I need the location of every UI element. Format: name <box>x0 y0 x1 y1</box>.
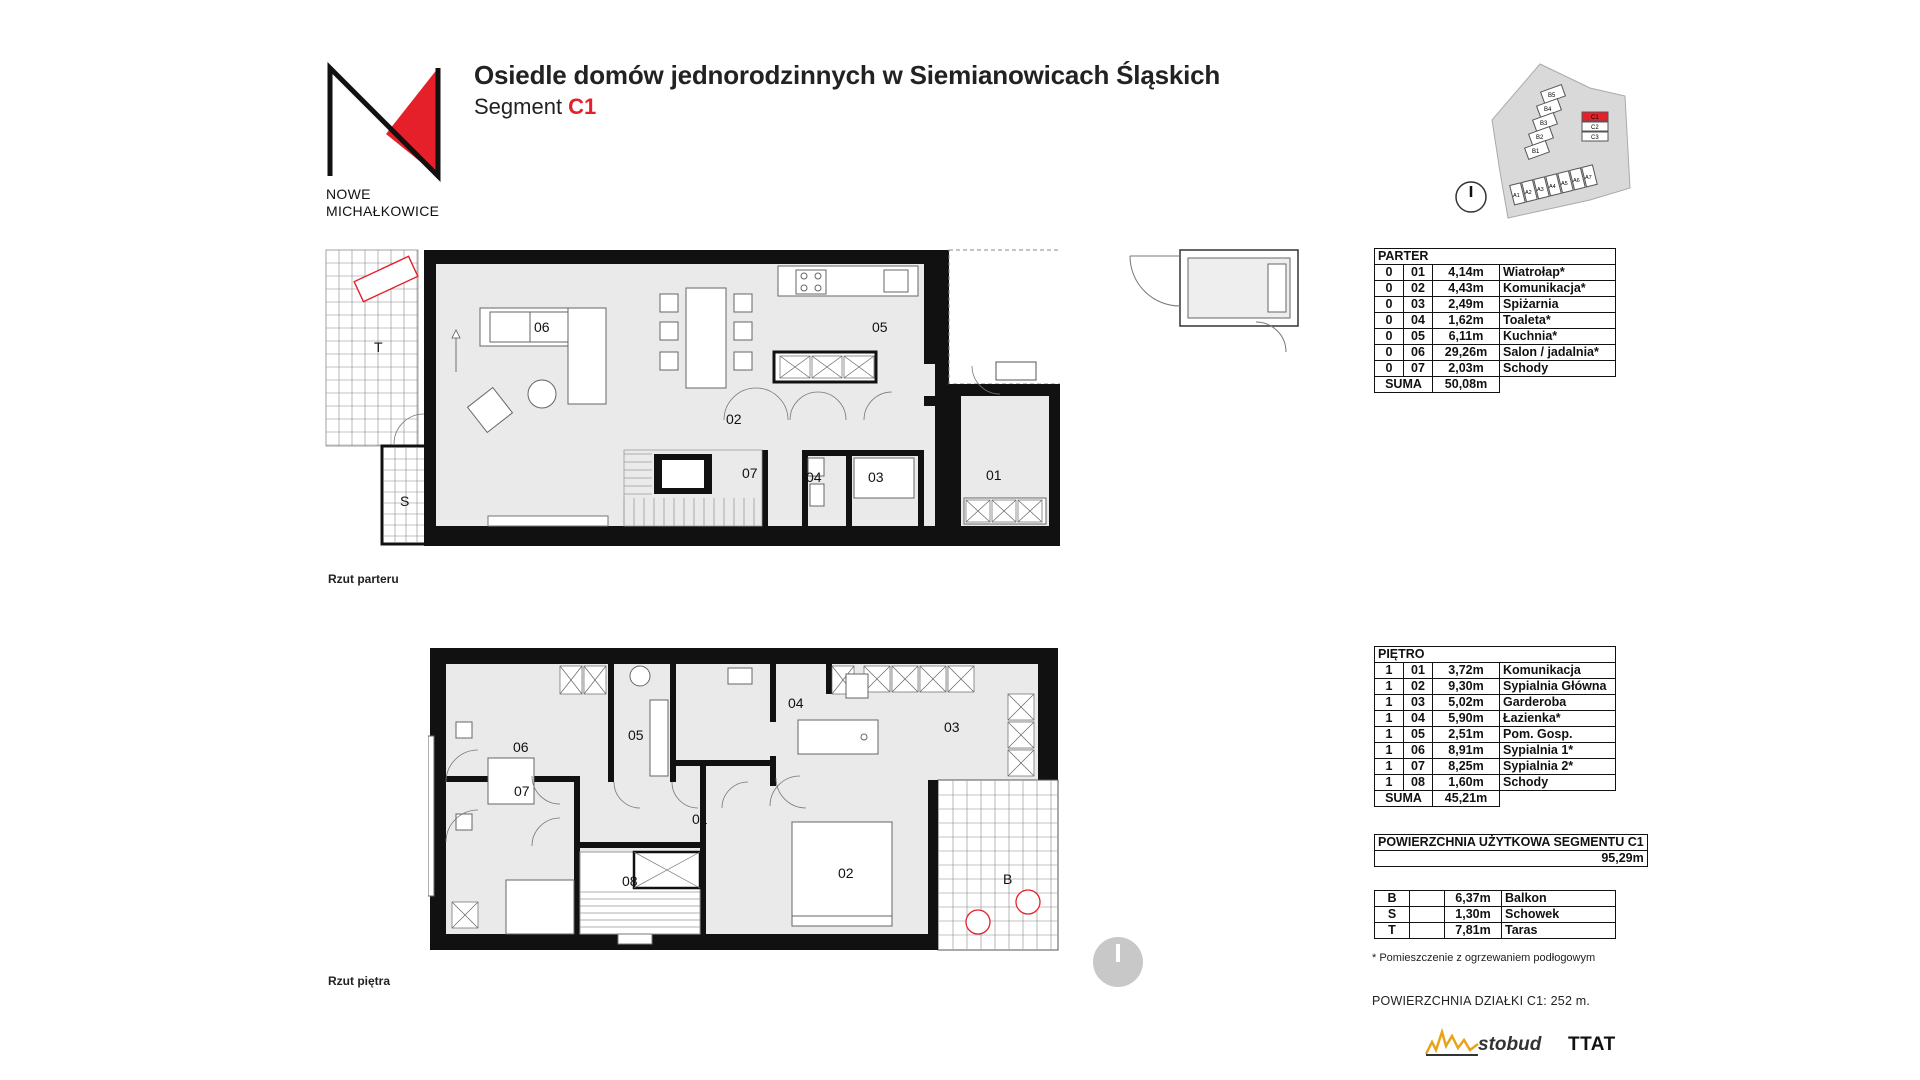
upper-sum-label: SUMA <box>1375 791 1433 807</box>
pantry-shelf <box>854 458 914 498</box>
site-map-label: B3 <box>1540 121 1548 127</box>
upper-room-label-06: 06 <box>513 739 529 755</box>
extras-area-cell: 1,30m <box>1445 907 1502 923</box>
ground-floor-cell: 0 <box>1375 361 1404 377</box>
table-row <box>1375 663 1616 679</box>
upper-sum-value: 45,21m <box>1433 791 1500 807</box>
upper-room-number-cell: 02 <box>1404 679 1433 695</box>
ground-sum-value: 50,08m <box>1433 377 1500 393</box>
north-arrow <box>1092 936 1144 988</box>
balcony-label: B <box>1003 871 1013 887</box>
room-label-02: 02 <box>726 411 742 427</box>
table-row <box>1375 775 1616 791</box>
extras-area-cell: 7,81m <box>1445 923 1502 939</box>
upper-toilet <box>846 674 868 698</box>
ground-area-cell: 6,11m <box>1433 329 1500 345</box>
usable-area-value: 95,29m <box>1541 851 1647 867</box>
site-map-label: A1 <box>1513 193 1520 199</box>
kitchen-counter <box>778 266 918 296</box>
upper-floor-cell: 1 <box>1375 695 1404 711</box>
site-map-label: C1 <box>1591 115 1599 121</box>
doormat <box>996 362 1036 380</box>
extras-code-cell: B <box>1375 891 1410 907</box>
upper-room-number-cell: 04 <box>1404 711 1433 727</box>
site-map-label: C2 <box>1591 125 1599 131</box>
north-arrow-small <box>1454 180 1488 214</box>
upper-sum-empty <box>1500 791 1616 807</box>
upper-floor-cell: 1 <box>1375 663 1404 679</box>
ground-floor-cell: 0 <box>1375 329 1404 345</box>
ground-area-cell: 1,62m <box>1433 313 1500 329</box>
ground-room-name-cell: Wiatrołap* <box>1500 265 1616 281</box>
table-row <box>1375 891 1616 907</box>
ground-room-name-cell: Spiżarnia <box>1500 297 1616 313</box>
upper-area-cell: 5,02m <box>1433 695 1500 711</box>
table-row <box>1375 711 1616 727</box>
footnote: * Pomieszczenie z ogrzewaniem podłogowym <box>1372 952 1596 964</box>
table-row <box>1375 679 1616 695</box>
ground-room-name-cell: Komunikacja* <box>1500 281 1616 297</box>
upper-room-label-03: 03 <box>944 719 960 735</box>
site-map-label: A6 <box>1573 178 1580 184</box>
toilet-fixture <box>810 484 824 506</box>
utility-shelf <box>650 700 668 776</box>
ground-room-name-cell: Salon / jadalnia* <box>1500 345 1616 361</box>
upper-area-cell: 8,91m <box>1433 743 1500 759</box>
ground-floor-plan <box>324 248 1060 553</box>
site-map-label: B4 <box>1544 107 1552 113</box>
table-row <box>1375 265 1616 281</box>
table-row <box>1375 695 1616 711</box>
upper-header: PIĘTRO <box>1375 647 1616 663</box>
upper-room-name-cell: Garderoba <box>1500 695 1616 711</box>
extras-name-cell: Balkon <box>1502 891 1616 907</box>
extras-table <box>1374 890 1616 939</box>
table-row <box>1375 759 1616 775</box>
terrace-label: T <box>374 339 383 355</box>
extras-code-cell: S <box>1375 907 1410 923</box>
extras-empty-cell <box>1410 923 1445 939</box>
plot-area: POWIERZCHNIA DZIAŁKI C1: 252 m. <box>1372 994 1591 1008</box>
ground-floor-cell: 0 <box>1375 297 1404 313</box>
upper-floor-caption: Rzut piętra <box>328 974 391 988</box>
ground-floor-caption: Rzut parteru <box>328 572 399 586</box>
bed-07 <box>506 880 574 934</box>
upper-room-label-08: 08 <box>622 873 638 889</box>
upper-floor-table <box>1374 646 1616 807</box>
site-map-label: A5 <box>1561 181 1568 187</box>
upper-room-number-cell: 05 <box>1404 727 1433 743</box>
page-subtitle <box>474 94 596 120</box>
ground-room-name-cell: Kuchnia* <box>1500 329 1616 345</box>
storage-label: S <box>400 493 410 509</box>
ground-room-number-cell: 02 <box>1404 281 1433 297</box>
ground-sum-row <box>1375 377 1616 393</box>
upper-sum-row <box>1375 791 1616 807</box>
table-row <box>1375 297 1616 313</box>
ground-floor-cell: 0 <box>1375 345 1404 361</box>
upper-floor-cell: 1 <box>1375 727 1404 743</box>
ground-floor-cell: 0 <box>1375 313 1404 329</box>
upper-room-label-02: 02 <box>838 865 854 881</box>
upper-area-cell: 1,60m <box>1433 775 1500 791</box>
upper-room-name-cell: Schody <box>1500 775 1616 791</box>
site-map-label: B1 <box>1532 149 1540 155</box>
table-row <box>1375 361 1616 377</box>
subtitle-prefix: Segment <box>474 94 569 119</box>
ground-header-row <box>1375 249 1616 265</box>
balcony-chair-2 <box>1016 890 1040 914</box>
extras-empty-cell <box>1410 907 1445 923</box>
upper-room-label-05: 05 <box>628 727 644 743</box>
ground-room-number-cell: 05 <box>1404 329 1433 345</box>
upper-area-cell: 2,51m <box>1433 727 1500 743</box>
ground-room-name-cell: Toaleta* <box>1500 313 1616 329</box>
extras-empty-cell <box>1410 891 1445 907</box>
stobud-logo-graphic <box>1424 1026 1480 1058</box>
upper-floor-cell: 1 <box>1375 743 1404 759</box>
ground-area-cell: 2,03m <box>1433 361 1500 377</box>
upper-room-name-cell: Sypialnia 1* <box>1500 743 1616 759</box>
upper-floor-cell: 1 <box>1375 759 1404 775</box>
upper-area-cell: 5,90m <box>1433 711 1500 727</box>
site-map-label: A2 <box>1525 190 1532 196</box>
table-row <box>1375 281 1616 297</box>
upper-room-name-cell: Sypialnia 2* <box>1500 759 1616 775</box>
table-row <box>1375 329 1616 345</box>
ground-floor-cell: 0 <box>1375 281 1404 297</box>
long-bench <box>488 516 608 526</box>
ground-sum-empty <box>1500 377 1616 393</box>
ground-room-number-cell: 01 <box>1404 265 1433 281</box>
room-label-03: 03 <box>868 469 884 485</box>
upper-area-cell: 3,72m <box>1433 663 1500 679</box>
balcony-chair-1 <box>966 910 990 934</box>
upper-area-cell: 8,25m <box>1433 759 1500 775</box>
dining-table <box>686 288 726 388</box>
upper-room-number-cell: 06 <box>1404 743 1433 759</box>
room-label-05: 05 <box>872 319 888 335</box>
ttat-logo: TTAT <box>1568 1034 1616 1055</box>
ground-room-name-cell: Schody <box>1500 361 1616 377</box>
upper-room-name-cell: Sypialnia Główna <box>1500 679 1616 695</box>
upper-washbasin <box>728 668 752 684</box>
ground-room-number-cell: 04 <box>1404 313 1433 329</box>
ground-floor-table <box>1374 248 1616 393</box>
site-map-label: C3 <box>1591 135 1599 141</box>
table-row <box>1375 345 1616 361</box>
ground-floor-cell: 0 <box>1375 265 1404 281</box>
ground-room-number-cell: 03 <box>1404 297 1433 313</box>
upper-floor-cell: 1 <box>1375 679 1404 695</box>
room-label-06: 06 <box>534 319 550 335</box>
upper-room-label-01: 01 <box>692 811 708 827</box>
ground-room-number-cell: 06 <box>1404 345 1433 361</box>
brand-name <box>326 186 439 220</box>
washing-machine <box>630 666 650 686</box>
upper-room-name-cell: Komunikacja <box>1500 663 1616 679</box>
brand-line-1: NOWE <box>326 186 371 202</box>
ground-header: PARTER <box>1375 249 1616 265</box>
extras-area-cell: 6,37m <box>1445 891 1502 907</box>
site-map-label: B2 <box>1536 135 1544 141</box>
nowe-michalkowice-logo <box>326 62 442 182</box>
ground-area-cell: 29,26m <box>1433 345 1500 361</box>
coffee-table <box>528 380 556 408</box>
table-row <box>1375 727 1616 743</box>
upper-room-number-cell: 03 <box>1404 695 1433 711</box>
table-row <box>1375 923 1616 939</box>
site-map-c-row <box>1582 112 1608 141</box>
site-map-label: A4 <box>1549 184 1556 190</box>
table-row <box>1375 743 1616 759</box>
extras-code-cell: T <box>1375 923 1410 939</box>
site-map-label: B5 <box>1548 93 1556 99</box>
page-title: Osiedle domów jednorodzinnych w Siemianowicach Śląskich <box>474 60 1221 90</box>
usable-area-label: POWIERZCHNIA UŻYTKOWA SEGMENTU C1 <box>1375 835 1648 851</box>
upper-room-label-04: 04 <box>788 695 804 711</box>
upper-header-row <box>1375 647 1616 663</box>
upper-floor-cell: 1 <box>1375 711 1404 727</box>
ground-area-cell: 4,43m <box>1433 281 1500 297</box>
site-map-label: A3 <box>1537 187 1544 193</box>
upper-room-name-cell: Łazienka* <box>1500 711 1616 727</box>
extras-name-cell: Taras <box>1502 923 1616 939</box>
usable-area-table <box>1374 834 1648 867</box>
logo-red-triangle <box>386 68 438 176</box>
upper-floor-cell: 1 <box>1375 775 1404 791</box>
side-elevation <box>1118 246 1330 354</box>
ground-area-cell: 4,14m <box>1433 265 1500 281</box>
extras-name-cell: Schowek <box>1502 907 1616 923</box>
table-row <box>1375 313 1616 329</box>
room-label-01: 01 <box>986 467 1002 483</box>
site-map-label: A7 <box>1585 175 1592 181</box>
room-label-04: 04 <box>806 469 822 485</box>
ground-sum-label: SUMA <box>1375 377 1433 393</box>
upper-room-number-cell: 07 <box>1404 759 1433 775</box>
brand-line-2: MICHAŁKOWICE <box>326 203 440 219</box>
stobud-logo: stobud <box>1478 1034 1542 1055</box>
upper-room-number-cell: 01 <box>1404 663 1433 679</box>
table-row <box>1375 907 1616 923</box>
subtitle-segment: C1 <box>568 94 597 119</box>
bathtub <box>798 720 878 754</box>
upper-area-cell: 9,30m <box>1433 679 1500 695</box>
upper-room-name-cell: Pom. Gosp. <box>1500 727 1616 743</box>
room-label-07: 07 <box>742 465 758 481</box>
upper-floor-plan <box>428 646 1060 952</box>
ground-room-number-cell: 07 <box>1404 361 1433 377</box>
upper-room-number-cell: 08 <box>1404 775 1433 791</box>
upper-room-label-07: 07 <box>514 783 530 799</box>
ground-area-cell: 2,49m <box>1433 297 1500 313</box>
